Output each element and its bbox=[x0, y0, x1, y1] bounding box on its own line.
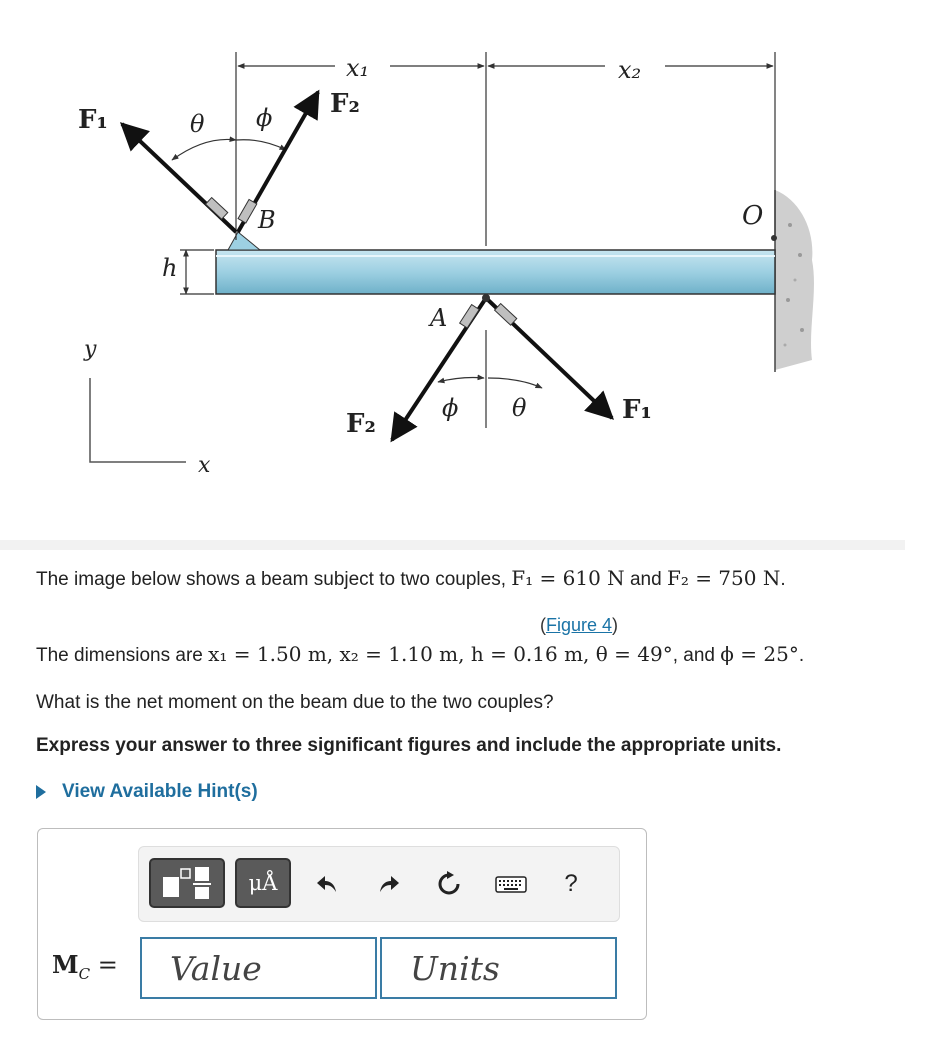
label-F2-bottom: F₂ bbox=[346, 409, 376, 439]
question-text: What is the net moment on the beam due to the two couples? bbox=[36, 692, 554, 713]
undo-icon bbox=[315, 874, 339, 894]
problem-dimensions: The dimensions are x₁ = 1.50 m, x₂ = 1.10 m, h = 0.16 m, θ = 49°, and ϕ = 25°. bbox=[36, 642, 805, 666]
label-h: h bbox=[162, 254, 178, 282]
view-hints-button[interactable] bbox=[36, 781, 258, 803]
templates-button[interactable] bbox=[149, 858, 225, 908]
keyboard-icon bbox=[495, 874, 527, 894]
units-input[interactable] bbox=[380, 937, 617, 999]
force-F2-top bbox=[238, 92, 318, 232]
label-phi-top: ϕ bbox=[256, 104, 273, 132]
section-divider bbox=[0, 540, 905, 550]
label-F1-left: F₁ bbox=[78, 105, 108, 135]
expand-triangle-icon bbox=[36, 785, 46, 799]
label-x1: x₁ bbox=[346, 54, 370, 82]
label-x2: x₂ bbox=[618, 56, 642, 84]
F2-value: F₂ = 750 N bbox=[666, 566, 781, 590]
label-phi-bottom: ϕ bbox=[442, 394, 459, 422]
wall bbox=[775, 190, 814, 372]
math-toolbar bbox=[138, 846, 620, 922]
view-hints-label: View Available Hint(s) bbox=[62, 781, 258, 802]
x1-value: x₁ = 1.50 m, bbox=[208, 642, 340, 666]
problem-intro: The image below shows a beam subject to two couples, F₁ = 610 N and F₂ = 750 N. bbox=[36, 566, 786, 590]
phi-value: ϕ = 25° bbox=[720, 642, 799, 666]
units-button[interactable]: μÅ bbox=[235, 858, 291, 908]
figure-link-line: (Figure 4) bbox=[540, 615, 619, 635]
figure-link[interactable]: Figure 4 bbox=[546, 615, 613, 635]
F1-value: F₁ = 610 N bbox=[511, 566, 625, 590]
value-input[interactable] bbox=[140, 937, 377, 999]
undo-button[interactable] bbox=[309, 867, 345, 901]
reset-button[interactable] bbox=[431, 867, 467, 901]
redo-icon bbox=[377, 874, 401, 894]
label-theta-top: θ bbox=[190, 110, 205, 138]
label-A: A bbox=[430, 304, 448, 332]
label-theta-bottom: θ bbox=[512, 394, 527, 422]
label-x: x bbox=[198, 453, 211, 478]
instruction-text: Express your answer to three significant figures and include the appropriate units. bbox=[36, 735, 782, 756]
coordinate-axes bbox=[90, 378, 186, 462]
label-F2-top: F₂ bbox=[330, 89, 360, 119]
label-F1-bottom: F₁ bbox=[622, 395, 652, 425]
force-F1-bottom bbox=[486, 298, 612, 418]
answer-variable-label: $M_C$ = bbox=[52, 950, 118, 983]
help-button[interactable]: ? bbox=[564, 870, 578, 897]
label-y: y bbox=[84, 337, 97, 362]
redo-button[interactable] bbox=[371, 867, 407, 901]
label-B: B bbox=[258, 206, 276, 234]
x2-value: x₂ = 1.10 m, bbox=[339, 642, 471, 666]
h-value: h = 0.16 m, bbox=[470, 642, 596, 666]
label-O: O bbox=[742, 201, 764, 231]
keyboard-button[interactable] bbox=[491, 869, 531, 899]
theta-value: θ = 49° bbox=[595, 642, 673, 666]
reset-icon bbox=[435, 870, 463, 898]
templates-icon bbox=[157, 863, 217, 903]
